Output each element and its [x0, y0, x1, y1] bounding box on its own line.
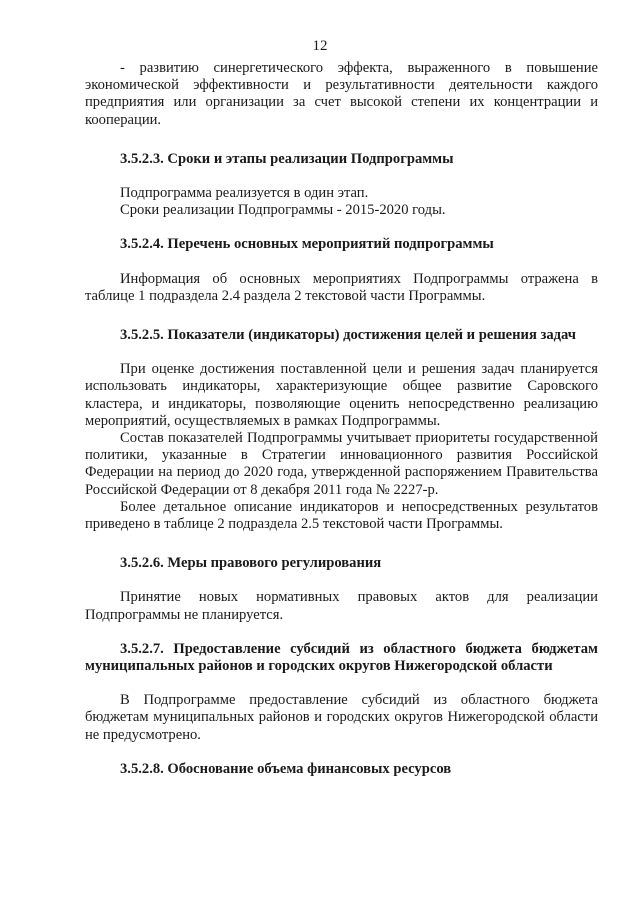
- paragraph: Информация об основных мероприятиях Подпрограммы отражена в таблице 1 подраздела 2.4 раздела 2 текстовой части Программы.: [85, 270, 598, 304]
- section-heading-3-5-2-5: 3.5.2.5. Показатели (индикаторы) достижения целей и решения задач: [120, 327, 576, 344]
- paragraph: Состав показателей Подпрограммы учитывает приоритеты государственной политики, указанные в Стратегии инновационного развития Российской Федерации на период до 2020 года, утвержденной распоряжением Правительства Российской Федерации от 8 декабря 2011 года № 2227-р.: [85, 430, 598, 498]
- section-heading-3-5-2-6: 3.5.2.6. Меры правового регулирования: [120, 555, 382, 572]
- paragraph: Подпрограмма реализуется в один этап.: [120, 185, 369, 202]
- paragraph: При оценке достижения поставленной цели и решения задач планируется использовать индикаторы, характеризующие общее развитие Саровского кластера, и индикаторы, позволяющие оценить непосредственно реализацию мероприятий, осуществляемых в рамках Подпрограммы.: [85, 361, 598, 429]
- document-body: [85, 60, 598, 778]
- section-heading-3-5-2-4: 3.5.2.4. Перечень основных мероприятий подпрограммы: [120, 236, 494, 253]
- page-number: 12: [312, 38, 328, 54]
- paragraph: Принятие новых нормативных правовых актов для реализации Подпрограммы не планируется.: [85, 589, 598, 623]
- section-heading-3-5-2-7: 3.5.2.7. Предоставление субсидий из областного бюджета бюджетам муниципальных районов и городских округов Нижегородской области: [85, 640, 598, 675]
- section-heading-3-5-2-8: 3.5.2.8. Обоснование объема финансовых ресурсов: [120, 760, 452, 777]
- paragraph: Сроки реализации Подпрограммы - 2015-2020 годы.: [120, 202, 446, 219]
- paragraph: Более детальное описание индикаторов и непосредственных результатов приведено в таблице 2 подраздела 2.5 текстовой части Программы.: [85, 498, 598, 533]
- section-heading-3-5-2-3: 3.5.2.3. Сроки и этапы реализации Подпрограммы: [120, 150, 454, 167]
- intro-paragraph: - развитию синергетического эффекта, выраженного в повышение экономической эффективности и результативности деятельности каждого предприятия или организации за счет высокой степени их концентрации и кооперации.: [85, 60, 598, 128]
- paragraph: В Подпрограмме предоставление субсидий из областного бюджета бюджетам муниципальных районов и городских округов Нижегородской области не предусмотрено.: [85, 692, 598, 743]
